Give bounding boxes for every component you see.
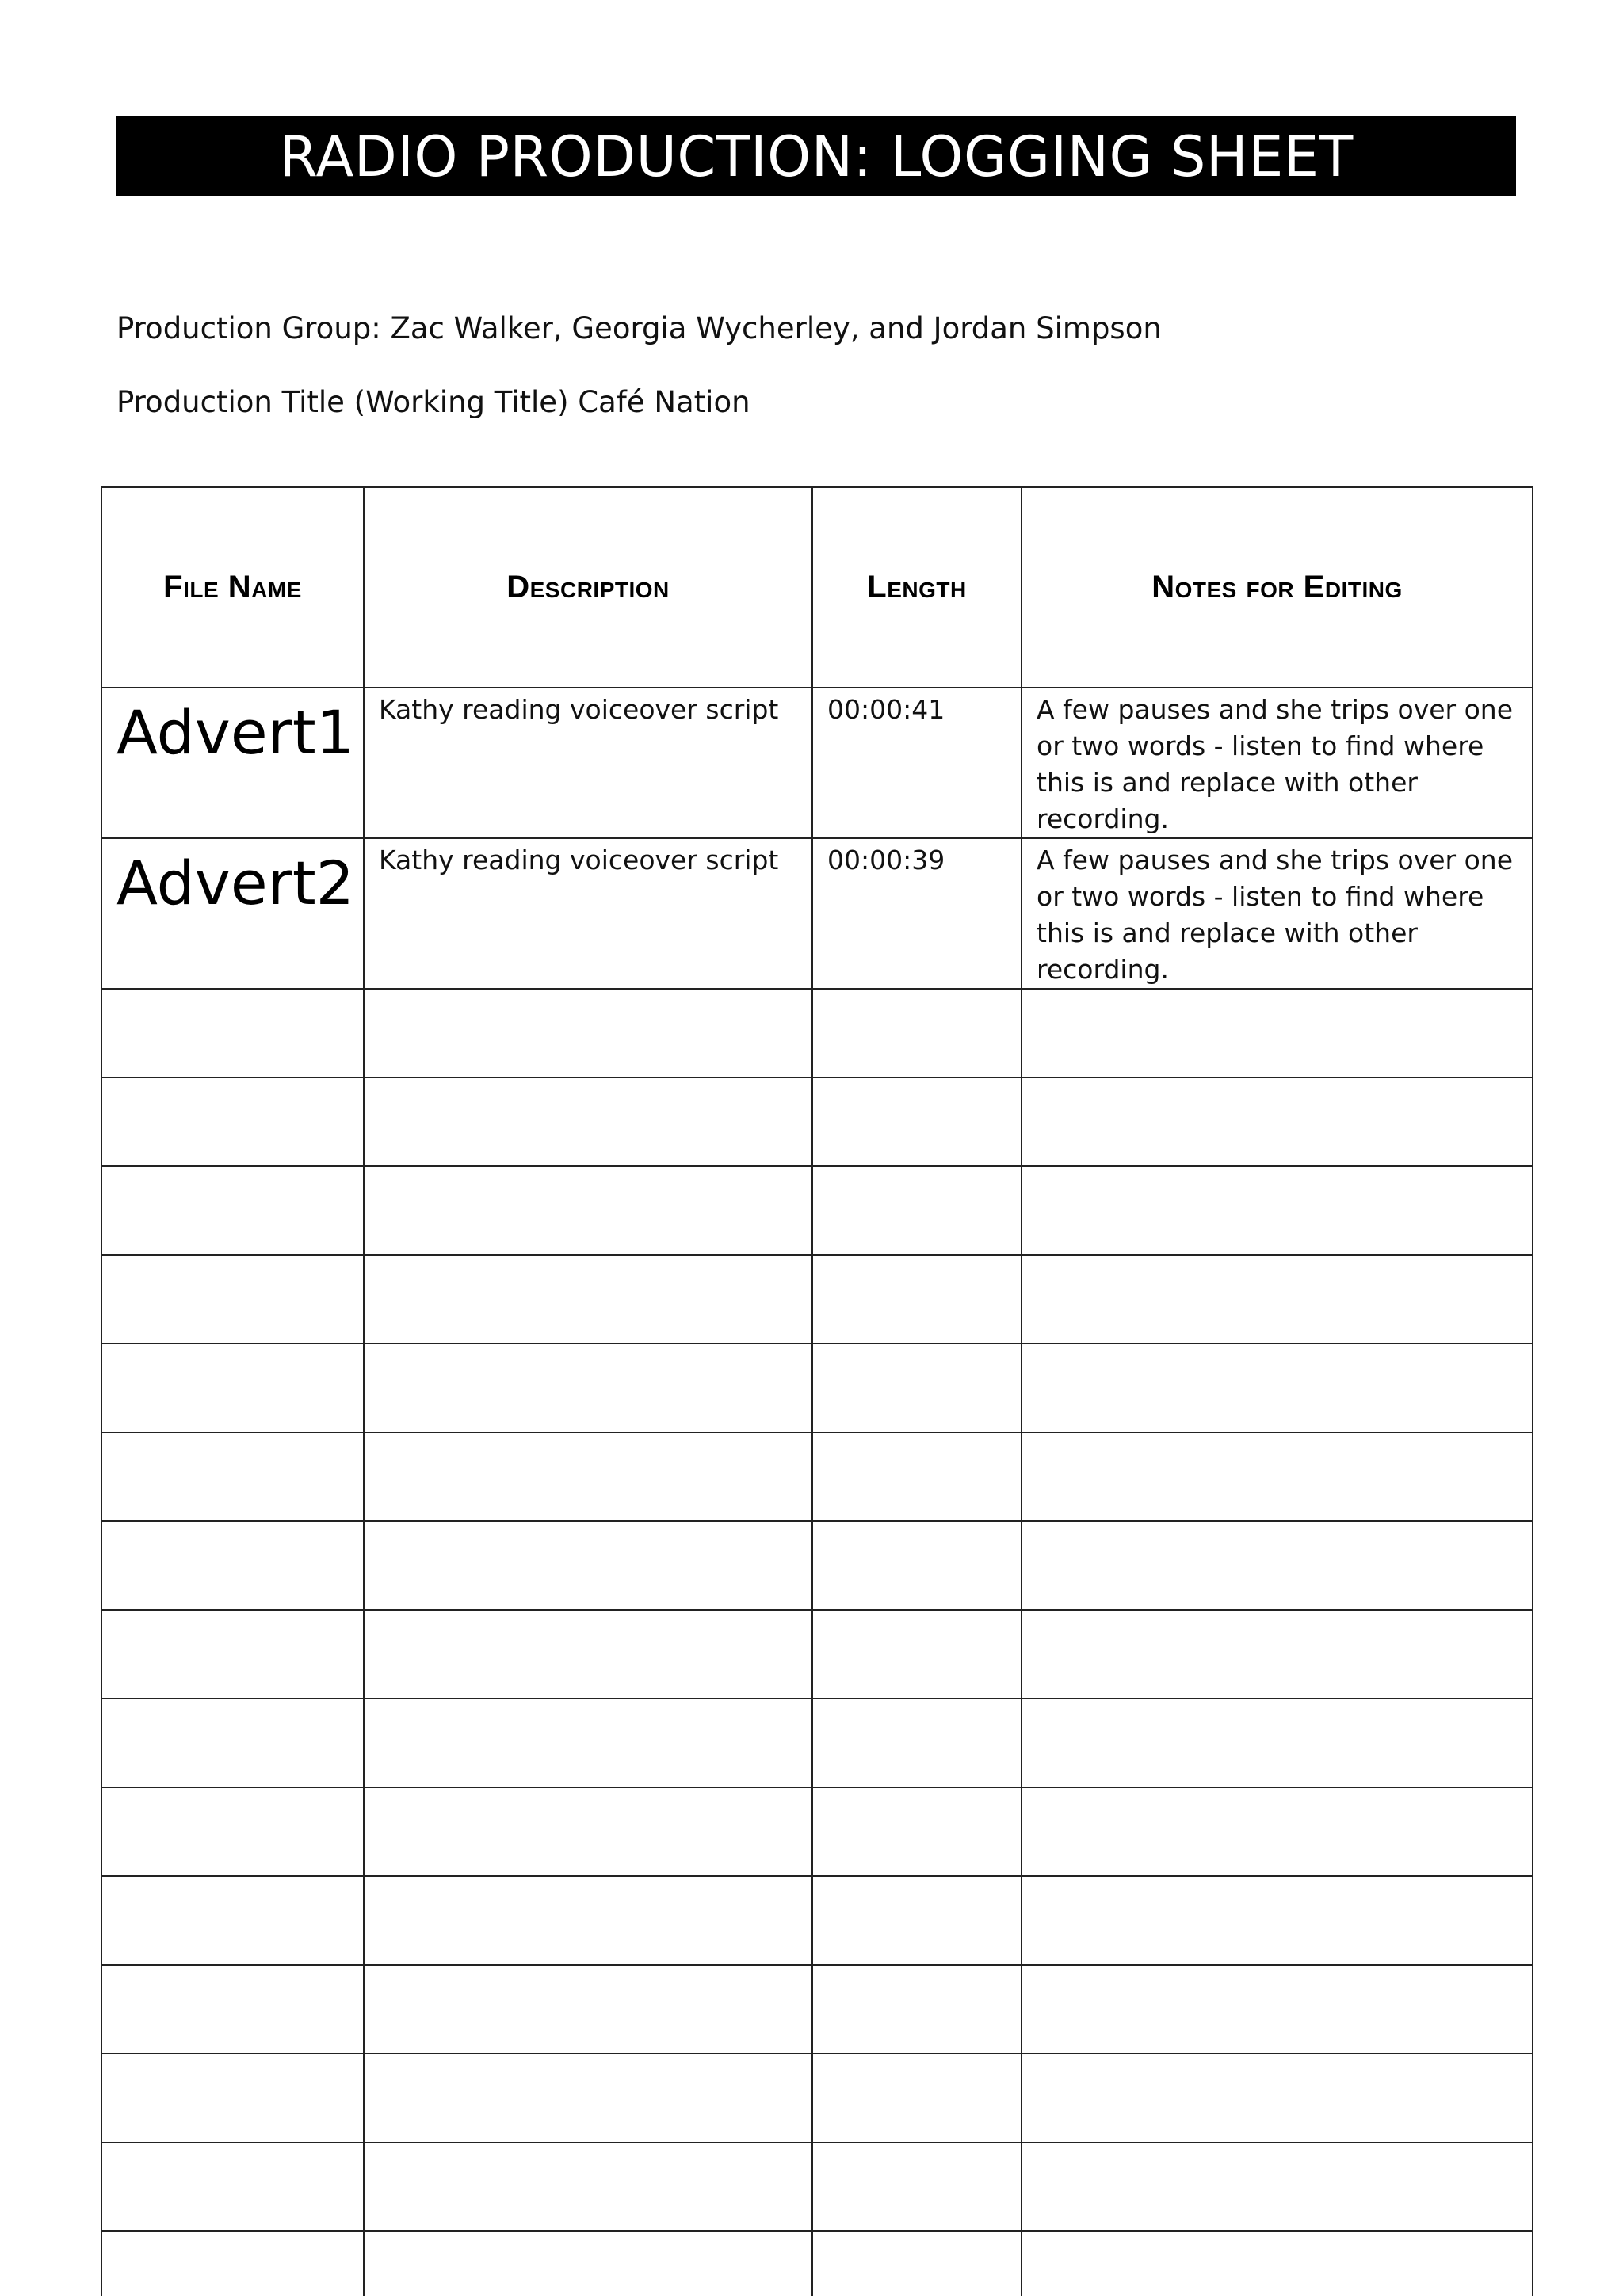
empty-table-row bbox=[101, 1610, 1533, 1699]
empty-table-row bbox=[101, 2231, 1533, 2296]
length-cell bbox=[812, 1699, 1022, 1787]
file-name-cell bbox=[101, 1077, 364, 1166]
empty-table-row bbox=[101, 1876, 1533, 1965]
description-cell bbox=[364, 1610, 812, 1699]
file-name-cell bbox=[101, 1965, 364, 2054]
file-name-cell bbox=[101, 2054, 364, 2142]
description-cell bbox=[364, 1787, 812, 1876]
empty-table-row bbox=[101, 1255, 1533, 1344]
empty-table-row bbox=[101, 1521, 1533, 1610]
notes-cell bbox=[1022, 1166, 1533, 1255]
description-cell bbox=[364, 2231, 812, 2296]
notes-cell bbox=[1022, 1699, 1533, 1787]
file-name-cell bbox=[101, 1787, 364, 1876]
page-title bbox=[116, 116, 1516, 196]
header-notes: Notes for Editing bbox=[1022, 487, 1533, 688]
length-cell bbox=[812, 1876, 1022, 1965]
file-name-cell bbox=[101, 1699, 364, 1787]
notes-cell bbox=[1022, 1876, 1533, 1965]
table-row bbox=[101, 838, 1533, 989]
empty-table-row bbox=[101, 2142, 1533, 2231]
empty-table-row bbox=[101, 989, 1533, 1077]
length-cell bbox=[812, 1432, 1022, 1521]
notes-cell: A few pauses and she trips over one or two words - listen to find where this is and replace with other recording. bbox=[1022, 838, 1533, 989]
notes-cell bbox=[1022, 2142, 1533, 2231]
file-name-cell: Advert1 bbox=[101, 688, 364, 838]
description-cell bbox=[364, 1699, 812, 1787]
table-row bbox=[101, 688, 1533, 838]
length-cell: 00:00:39 bbox=[812, 838, 1022, 989]
notes-cell bbox=[1022, 1787, 1533, 1876]
length-cell bbox=[812, 2054, 1022, 2142]
page-title-text: RADIO PRODUCTION: LOGGING SHEET bbox=[279, 124, 1354, 189]
length-cell bbox=[812, 1077, 1022, 1166]
description-cell bbox=[364, 1166, 812, 1255]
table-header-row bbox=[101, 487, 1533, 688]
description-cell bbox=[364, 1521, 812, 1610]
length-cell bbox=[812, 2231, 1022, 2296]
empty-table-row bbox=[101, 1699, 1533, 1787]
empty-table-row bbox=[101, 1432, 1533, 1521]
file-name-cell bbox=[101, 1166, 364, 1255]
length-cell bbox=[812, 1344, 1022, 1432]
empty-table-row bbox=[101, 2054, 1533, 2142]
production-title: Production Title (Working Title) Café Nation bbox=[116, 385, 750, 419]
length-cell bbox=[812, 989, 1022, 1077]
length-cell bbox=[812, 1787, 1022, 1876]
notes-cell bbox=[1022, 1432, 1533, 1521]
length-cell: 00:00:41 bbox=[812, 688, 1022, 838]
description-cell bbox=[364, 1432, 812, 1521]
description-cell bbox=[364, 2142, 812, 2231]
notes-cell bbox=[1022, 1610, 1533, 1699]
notes-cell bbox=[1022, 1255, 1533, 1344]
file-name-cell bbox=[101, 989, 364, 1077]
notes-cell: A few pauses and she trips over one or two words - listen to find where this is and replace with other recording. bbox=[1022, 688, 1533, 838]
notes-cell bbox=[1022, 1344, 1533, 1432]
header-file-name: File Name bbox=[101, 487, 364, 688]
description-cell bbox=[364, 1965, 812, 2054]
description-cell: Kathy reading voiceover script bbox=[364, 688, 812, 838]
file-name-cell bbox=[101, 1610, 364, 1699]
description-cell: Kathy reading voiceover script bbox=[364, 838, 812, 989]
description-cell bbox=[364, 1255, 812, 1344]
length-cell bbox=[812, 1965, 1022, 2054]
length-cell bbox=[812, 1166, 1022, 1255]
notes-cell bbox=[1022, 1077, 1533, 1166]
file-name-cell bbox=[101, 2231, 364, 2296]
file-name-cell bbox=[101, 1255, 364, 1344]
length-cell bbox=[812, 2142, 1022, 2231]
description-cell bbox=[364, 1344, 812, 1432]
notes-cell bbox=[1022, 1521, 1533, 1610]
file-name-cell bbox=[101, 1876, 364, 1965]
notes-cell bbox=[1022, 2231, 1533, 2296]
length-cell bbox=[812, 1521, 1022, 1610]
empty-table-row bbox=[101, 1965, 1533, 2054]
length-cell bbox=[812, 1610, 1022, 1699]
empty-table-row bbox=[101, 1787, 1533, 1876]
empty-table-row bbox=[101, 1077, 1533, 1166]
file-name-cell: Advert2 bbox=[101, 838, 364, 989]
production-group: Production Group: Zac Walker, Georgia Wycherley, and Jordan Simpson bbox=[116, 311, 1162, 345]
description-cell bbox=[364, 989, 812, 1077]
description-cell bbox=[364, 2054, 812, 2142]
header-description: Description bbox=[364, 487, 812, 688]
file-name-cell bbox=[101, 1344, 364, 1432]
length-cell bbox=[812, 1255, 1022, 1344]
notes-cell bbox=[1022, 989, 1533, 1077]
notes-cell bbox=[1022, 2054, 1533, 2142]
empty-table-row bbox=[101, 1166, 1533, 1255]
file-name-cell bbox=[101, 1432, 364, 1521]
file-name-cell bbox=[101, 2142, 364, 2231]
logging-table bbox=[101, 486, 1533, 2296]
description-cell bbox=[364, 1876, 812, 1965]
empty-table-row bbox=[101, 1344, 1533, 1432]
notes-cell bbox=[1022, 1965, 1533, 2054]
description-cell bbox=[364, 1077, 812, 1166]
header-length: Length bbox=[812, 487, 1022, 688]
file-name-cell bbox=[101, 1521, 364, 1610]
